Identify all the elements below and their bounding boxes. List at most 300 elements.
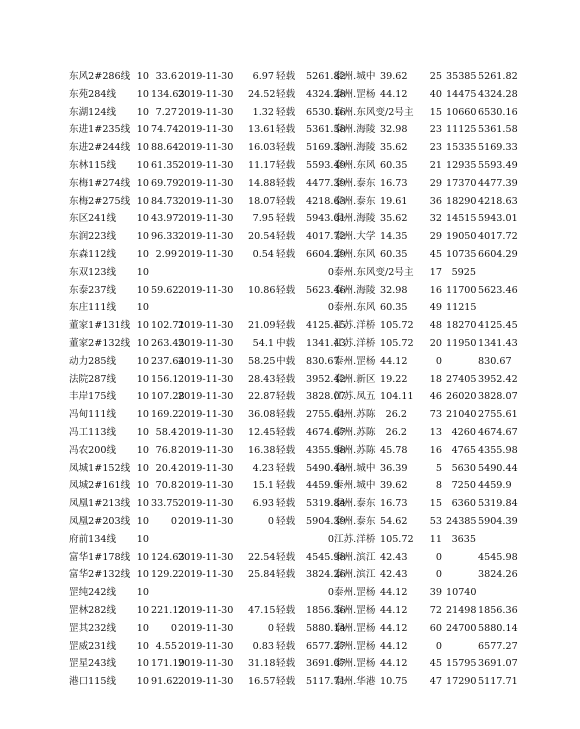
table-row	[0, 317, 580, 335]
capacity-cell: 1341.43	[306, 337, 346, 349]
load-rate-cell: 31.18	[248, 658, 276, 670]
distance-cell: 60.35	[380, 159, 408, 171]
table-row	[0, 121, 580, 139]
distance-cell: 60.35	[380, 248, 408, 260]
load-rate-cell: 6.97	[252, 71, 274, 82]
date-cell: 2019-11-30	[178, 337, 234, 349]
count-cell: 49	[429, 302, 442, 314]
distance-cell: 10.75	[380, 676, 408, 688]
load-level-cell: 轻载	[276, 320, 296, 332]
load-rate-cell: 16.57	[248, 676, 276, 688]
capacity-cell: 0	[327, 302, 334, 314]
remaining-capacity-cell: 4545.98	[478, 551, 518, 563]
line-name-cell: 港口115线	[69, 676, 117, 688]
table-row	[0, 228, 580, 246]
count-cell: 8	[435, 480, 442, 492]
current-value-cell: 0	[170, 622, 177, 634]
current-value-cell: 221.12	[151, 604, 185, 616]
load-level-cell: 轻载	[276, 142, 296, 154]
voltage-cell: 10	[136, 569, 149, 581]
capacity-cell: 6530.16	[306, 106, 346, 118]
capacity-cell: 2755.61	[306, 409, 346, 421]
line-name-cell: 动力285线	[69, 355, 117, 367]
date-cell: 2019-11-30	[178, 640, 234, 652]
load-level-cell: 轻载	[276, 373, 296, 385]
table-row	[0, 531, 580, 549]
remaining-capacity-cell: 6530.16	[478, 106, 518, 118]
distance-cell: 42.43	[380, 569, 408, 581]
current-value-cell: 124.63	[151, 551, 185, 563]
line-name-cell: 罡林282线	[69, 604, 117, 616]
voltage-cell: 10	[136, 676, 149, 688]
remaining-capacity-cell: 4324.28	[478, 88, 518, 100]
date-cell: 2019-11-30	[178, 177, 234, 189]
count-cell: 13	[429, 426, 442, 438]
capacity-cell: 4017.72	[306, 231, 346, 243]
count-cell: 0	[435, 551, 442, 563]
count-cell: 0	[435, 569, 442, 581]
date-cell: 2019-11-30	[178, 231, 234, 243]
remaining-capacity-cell: 1341.43	[478, 337, 518, 349]
load-rate-cell: 0.54	[252, 248, 274, 260]
load-level-cell: 轻载	[276, 498, 296, 510]
date-cell: 2019-11-30	[178, 373, 234, 385]
line-name-cell: 东双123线	[69, 266, 117, 278]
load-rate-cell: 22.54	[248, 551, 276, 563]
voltage-cell: 10	[136, 498, 149, 510]
capacity-cell: 4477.39	[306, 177, 346, 189]
line-name-cell: 凤城1#152线	[69, 462, 131, 474]
count-cell: 32	[429, 213, 442, 225]
capacity-cell: 6604.29	[306, 248, 346, 260]
user-count-cell: 10660	[446, 106, 477, 118]
location-cell: 江苏.洋桥	[334, 337, 376, 349]
line-name-cell: 东润223线	[69, 231, 117, 243]
load-rate-cell: 0	[267, 622, 274, 634]
count-cell: 72	[429, 604, 442, 616]
date-cell: 2019-11-30	[178, 515, 234, 527]
load-rate-cell: 13.61	[248, 124, 276, 136]
count-cell: 23	[429, 142, 442, 154]
line-name-cell: 东林115线	[69, 159, 117, 171]
line-name-cell: 富华2#132线	[69, 569, 131, 581]
load-level-cell: 中载	[276, 355, 296, 367]
line-name-cell: 东风2#286线	[69, 71, 131, 82]
distance-cell: 44.12	[380, 88, 408, 100]
table-row	[0, 175, 580, 193]
current-value-cell: 43.97	[151, 213, 179, 225]
load-rate-cell: 4.23	[252, 462, 274, 474]
line-name-cell: 罡威231线	[69, 640, 117, 652]
load-rate-cell: 10.86	[248, 284, 276, 296]
current-value-cell: 171.19	[151, 658, 185, 670]
remaining-capacity-cell: 5943.01	[478, 213, 518, 225]
load-level-cell: 轻载	[276, 248, 296, 260]
location-cell: 泰州.滨江	[334, 569, 376, 581]
table-row	[0, 424, 580, 442]
current-value-cell: 61.35	[151, 159, 179, 171]
date-cell: 2019-11-30	[178, 480, 234, 492]
table-row	[0, 638, 580, 656]
table-row	[0, 157, 580, 175]
load-rate-cell: 36.08	[248, 409, 276, 421]
voltage-cell: 10	[136, 284, 149, 296]
load-level-cell: 轻载	[276, 480, 296, 492]
user-count-cell: 3635	[451, 533, 476, 545]
line-name-cell: 凤城2#161线	[69, 480, 131, 492]
voltage-cell: 10	[136, 658, 149, 670]
remaining-capacity-cell: 5904.39	[478, 515, 518, 527]
location-cell: 泰州.苏陈	[334, 409, 376, 421]
current-value-cell: 58.4	[155, 426, 177, 438]
table-row	[0, 460, 580, 478]
load-rate-cell: 0	[267, 515, 274, 527]
remaining-capacity-cell: 4477.39	[478, 177, 518, 189]
voltage-cell: 10	[136, 159, 149, 171]
date-cell: 2019-11-30	[178, 159, 234, 171]
date-cell: 2019-11-30	[178, 462, 234, 474]
capacity-cell: 4218.63	[306, 195, 346, 207]
user-count-cell: 11125	[446, 124, 477, 136]
distance-cell: 44.12	[380, 658, 408, 670]
voltage-cell: 10	[136, 355, 149, 367]
location-cell: 江苏.洋桥	[334, 320, 376, 332]
date-cell: 2019-11-30	[178, 604, 234, 616]
voltage-cell: 10	[136, 587, 149, 599]
location-cell: 泰州.泰东	[334, 498, 376, 510]
remaining-capacity-cell: 4218.63	[478, 195, 518, 207]
table-row	[0, 620, 580, 638]
load-rate-cell: 28.43	[248, 373, 276, 385]
line-name-cell: 董家1#131线	[69, 320, 131, 332]
load-rate-cell: 24.52	[248, 88, 276, 100]
remaining-capacity-cell: 4674.67	[478, 426, 518, 438]
table-row	[0, 139, 580, 157]
remaining-capacity-cell: 6577.27	[478, 640, 518, 652]
table-row	[0, 388, 580, 406]
line-name-cell: 冯工113线	[69, 426, 117, 438]
date-cell: 2019-11-30	[178, 195, 234, 207]
voltage-cell: 10	[136, 409, 149, 421]
location-cell: 江苏.洋桥	[334, 533, 376, 545]
table-row	[0, 193, 580, 211]
remaining-capacity-cell: 5593.49	[478, 159, 518, 171]
user-count-cell: 26020	[446, 391, 477, 403]
load-rate-cell: 54.1	[252, 337, 274, 349]
user-count-cell: 10740	[446, 587, 477, 599]
capacity-cell: 5904.39	[306, 515, 346, 527]
user-count-cell: 18290	[446, 195, 477, 207]
distance-cell: 42.43	[380, 551, 408, 563]
line-name-cell: 东区241线	[69, 213, 117, 225]
date-cell: 2019-11-30	[178, 426, 234, 438]
user-count-cell: 14515	[446, 213, 477, 225]
current-value-cell: 134.63	[151, 88, 185, 100]
voltage-cell: 10	[136, 88, 149, 100]
load-rate-cell: 6.93	[252, 498, 274, 510]
load-level-cell: 轻载	[276, 284, 296, 296]
user-count-cell: 35385	[446, 71, 477, 82]
line-name-cell: 罡星243线	[69, 658, 117, 670]
current-value-cell: 263.45	[151, 337, 185, 349]
capacity-cell: 0	[327, 533, 334, 545]
date-cell: 2019-11-30	[178, 142, 234, 154]
capacity-cell: 6577.27	[306, 640, 346, 652]
user-count-cell: 10735	[446, 248, 477, 260]
distance-cell: 105.72	[380, 337, 414, 349]
load-level-cell: 轻载	[276, 658, 296, 670]
date-cell: 2019-11-30	[178, 498, 234, 510]
load-level-cell: 轻载	[276, 213, 296, 225]
date-cell: 2019-11-30	[178, 391, 234, 403]
location-cell: 泰州.滨江	[334, 551, 376, 563]
capacity-cell: 4545.98	[306, 551, 346, 563]
remaining-capacity-cell: 3691.07	[478, 658, 518, 670]
table-row	[0, 406, 580, 424]
remaining-capacity-cell: 3952.42	[478, 373, 518, 385]
table-row	[0, 104, 580, 122]
date-cell: 2019-11-30	[178, 106, 234, 118]
load-level-cell: 中载	[276, 337, 296, 349]
remaining-capacity-cell: 3828.07	[478, 391, 518, 403]
count-cell: 36	[429, 195, 442, 207]
location-cell: 泰州.泰东	[334, 177, 376, 189]
distance-cell: 39.62	[380, 71, 408, 82]
voltage-cell: 10	[136, 213, 149, 225]
line-name-cell: 东湖124线	[69, 106, 117, 118]
load-level-cell: 轻载	[276, 195, 296, 207]
current-value-cell: 4.55	[155, 640, 177, 652]
remaining-capacity-cell: 1856.36	[478, 604, 518, 616]
user-count-cell: 17290	[446, 676, 477, 688]
load-rate-cell: 25.84	[248, 569, 276, 581]
user-count-cell: 27405	[446, 373, 477, 385]
distance-cell: 32.98	[380, 284, 408, 296]
voltage-cell: 10	[136, 142, 149, 154]
location-cell: 泰州.东风变/2号主	[334, 266, 414, 278]
voltage-cell: 10	[136, 640, 149, 652]
capacity-cell: 5880.14	[306, 622, 346, 634]
user-count-cell: 24385	[446, 515, 477, 527]
user-count-cell: 11950	[446, 337, 477, 349]
count-cell: 48	[429, 320, 442, 332]
distance-cell: 16.73	[380, 177, 408, 189]
location-cell: 泰州.罡杨	[334, 355, 376, 367]
load-level-cell: 轻载	[276, 444, 296, 456]
user-count-cell: 24700	[446, 622, 477, 634]
location-cell: 泰州.东风	[334, 159, 376, 171]
table-row	[0, 477, 580, 495]
voltage-cell: 10	[136, 480, 149, 492]
capacity-cell: 5319.84	[306, 498, 346, 510]
voltage-cell: 10	[136, 622, 149, 634]
remaining-capacity-cell: 5169.33	[478, 142, 518, 154]
user-count-cell: 14475	[446, 88, 477, 100]
line-name-cell: 东梅1#274线	[69, 177, 131, 189]
load-rate-cell: 22.87	[248, 391, 276, 403]
load-level-cell: 轻载	[276, 71, 296, 82]
capacity-cell: 5361.58	[306, 124, 346, 136]
voltage-cell: 10	[136, 177, 149, 189]
capacity-cell: 4459.9	[306, 480, 340, 492]
load-level-cell: 轻载	[276, 515, 296, 527]
voltage-cell: 10	[136, 373, 149, 385]
voltage-cell: 10	[136, 391, 149, 403]
count-cell: 21	[429, 159, 442, 171]
table-row	[0, 86, 580, 104]
load-rate-cell: 58.25	[248, 355, 276, 367]
location-cell: 泰州.城中	[334, 462, 376, 474]
current-value-cell: 0	[170, 515, 177, 527]
line-name-cell: 东森112线	[69, 248, 117, 260]
capacity-cell: 5490.44	[306, 462, 346, 474]
location-cell: 泰州.华港	[334, 676, 376, 688]
voltage-cell: 10	[136, 124, 149, 136]
current-value-cell: 59.62	[151, 284, 179, 296]
table-row	[0, 282, 580, 300]
location-cell: 泰州.海陵	[334, 284, 376, 296]
load-rate-cell: 20.54	[248, 231, 276, 243]
remaining-capacity-cell: 4125.45	[478, 320, 518, 332]
capacity-cell: 4324.28	[306, 88, 346, 100]
distance-cell: 60.35	[380, 302, 408, 314]
load-rate-cell: 0.83	[252, 640, 274, 652]
user-count-cell: 15335	[446, 142, 477, 154]
table-row	[0, 442, 580, 460]
distance-cell: 35.62	[380, 142, 408, 154]
user-count-cell: 4765	[451, 444, 476, 456]
distance-cell: 36.39	[380, 462, 408, 474]
table-row	[0, 68, 580, 86]
location-cell: 泰州.罡杨	[334, 604, 376, 616]
capacity-cell: 5261.82	[306, 71, 346, 82]
load-level-cell: 轻载	[276, 88, 296, 100]
current-value-cell: 88.64	[151, 142, 179, 154]
load-level-cell: 轻载	[276, 640, 296, 652]
location-cell: 泰州.新区	[334, 373, 376, 385]
capacity-cell: 3691.07	[306, 658, 346, 670]
voltage-cell: 10	[136, 248, 149, 260]
remaining-capacity-cell: 5623.46	[478, 284, 518, 296]
load-rate-cell: 18.07	[248, 195, 276, 207]
current-value-cell: 102.71	[151, 320, 185, 332]
count-cell: 29	[429, 177, 442, 189]
count-cell: 15	[429, 498, 442, 510]
location-cell: 泰州.罡杨	[334, 640, 376, 652]
load-rate-cell: 14.88	[248, 177, 276, 189]
capacity-cell: 1856.36	[306, 604, 346, 616]
load-level-cell: 轻载	[276, 409, 296, 421]
capacity-cell: 5169.33	[306, 142, 346, 154]
distance-cell: 44.12	[380, 355, 408, 367]
count-cell: 53	[429, 515, 442, 527]
current-value-cell: 7.27	[155, 106, 177, 118]
count-cell: 46	[429, 391, 442, 403]
remaining-capacity-cell: 4355.98	[478, 444, 518, 456]
line-name-cell: 丰岸175线	[69, 391, 117, 403]
distance-cell: 35.62	[380, 213, 408, 225]
load-rate-cell: 16.03	[248, 142, 276, 154]
user-count-cell: 11215	[446, 302, 477, 314]
load-level-cell: 轻载	[276, 676, 296, 688]
distance-cell: 105.72	[380, 320, 414, 332]
location-cell: 泰州.海陵	[334, 142, 376, 154]
date-cell: 2019-11-30	[178, 658, 234, 670]
load-level-cell: 轻载	[276, 106, 296, 118]
capacity-cell: 4355.98	[306, 444, 346, 456]
count-cell: 18	[429, 373, 442, 385]
distance-cell: 16.73	[380, 498, 408, 510]
table-row	[0, 584, 580, 602]
load-level-cell: 轻载	[276, 462, 296, 474]
current-value-cell: 69.79	[151, 177, 179, 189]
user-count-cell: 6360	[451, 498, 476, 510]
current-value-cell: 2.99	[155, 248, 177, 260]
load-rate-cell: 47.15	[248, 604, 276, 616]
count-cell: 17	[429, 266, 442, 278]
capacity-cell: 5593.49	[306, 159, 346, 171]
date-cell: 2019-11-30	[178, 320, 234, 332]
count-cell: 20	[429, 337, 442, 349]
load-rate-cell: 7.95	[252, 213, 274, 225]
location-cell: 泰州.城中	[334, 71, 376, 82]
table-row	[0, 673, 580, 691]
distance-cell: 44.12	[380, 604, 408, 616]
current-value-cell: 169.2	[151, 409, 179, 421]
remaining-capacity-cell: 2755.61	[478, 409, 518, 421]
location-cell: 泰州.罡杨	[334, 622, 376, 634]
distance-cell: 44.12	[380, 622, 408, 634]
load-level-cell: 轻载	[276, 551, 296, 563]
capacity-cell: 830.67	[306, 355, 340, 367]
line-name-cell: 东苑284线	[69, 88, 117, 100]
capacity-cell: 0	[327, 587, 334, 599]
count-cell: 11	[429, 533, 442, 545]
voltage-cell: 10	[136, 533, 149, 545]
count-cell: 73	[429, 409, 442, 421]
distance-cell: 39.62	[380, 480, 408, 492]
remaining-capacity-cell: 3824.26	[478, 569, 518, 581]
remaining-capacity-cell: 5490.44	[478, 462, 518, 474]
user-count-cell: 5630	[451, 462, 476, 474]
current-value-cell: 33.6	[155, 71, 177, 82]
load-level-cell: 轻载	[276, 124, 296, 136]
current-value-cell: 237.64	[151, 355, 185, 367]
distance-cell: 44.12	[380, 640, 408, 652]
distance-cell: 105.72	[380, 533, 414, 545]
line-name-cell: 凤凰1#213线	[69, 498, 131, 510]
location-cell: 泰州.罡杨	[334, 587, 376, 599]
voltage-cell: 10	[136, 444, 149, 456]
load-level-cell: 轻载	[276, 622, 296, 634]
current-value-cell: 70.8	[155, 480, 177, 492]
table-row	[0, 655, 580, 673]
voltage-cell: 10	[136, 302, 149, 314]
remaining-capacity-cell: 5880.14	[478, 622, 518, 634]
date-cell: 2019-11-30	[178, 551, 234, 563]
table-row	[0, 335, 580, 353]
date-cell: 2019-11-30	[178, 248, 234, 260]
current-value-cell: 76.8	[155, 444, 177, 456]
capacity-cell: 4125.45	[306, 320, 346, 332]
user-count-cell: 15795	[446, 658, 477, 670]
remaining-capacity-cell: 5361.58	[478, 124, 518, 136]
distance-cell: 45.78	[380, 444, 408, 456]
date-cell: 2019-11-30	[178, 284, 234, 296]
user-count-cell: 11700	[446, 284, 477, 296]
capacity-cell: 5117.71	[306, 676, 346, 688]
count-cell: 47	[429, 676, 442, 688]
